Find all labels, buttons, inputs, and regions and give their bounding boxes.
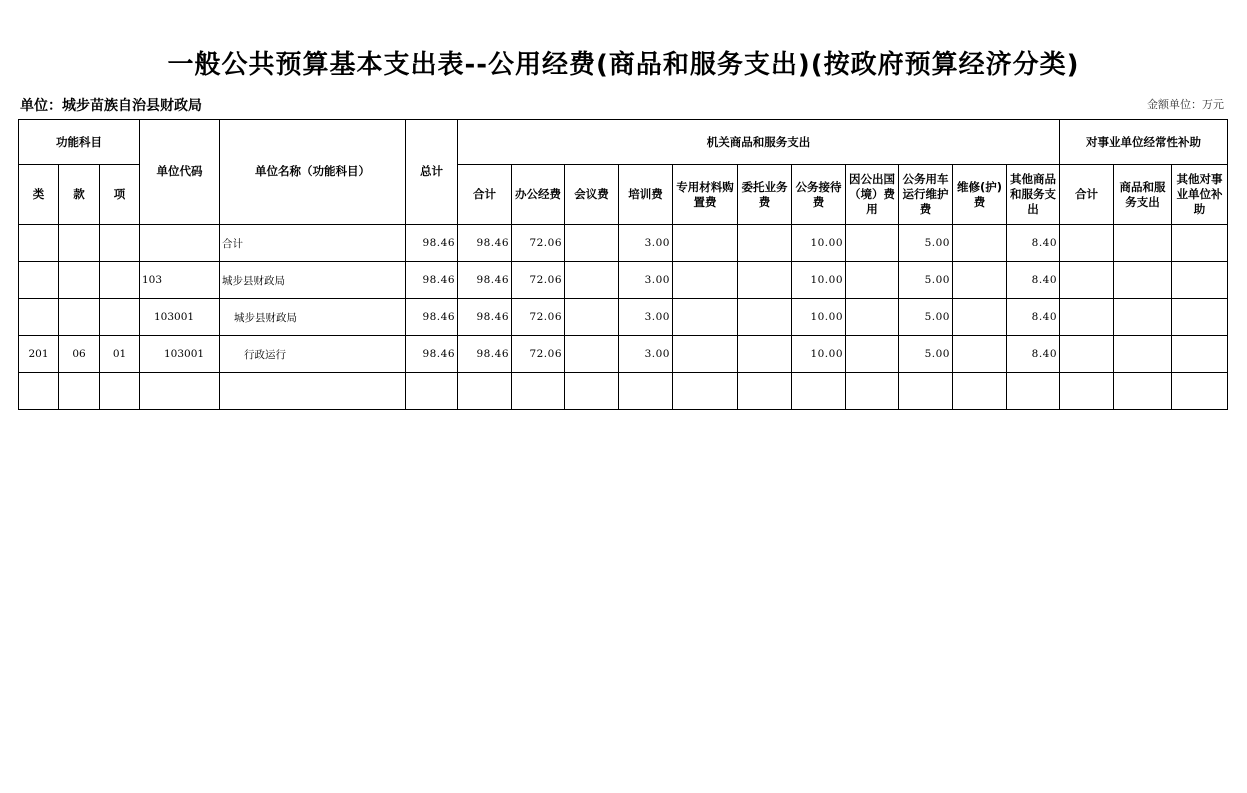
cell-total: 98.46: [406, 225, 458, 262]
header-training-expense: 培训费: [619, 165, 673, 225]
table-row: [19, 225, 1228, 262]
cell-meeting-expense: [565, 262, 619, 299]
cell-training-expense: 3.00: [619, 299, 673, 336]
header-unit-name: 单位名称（功能科目）: [220, 120, 406, 225]
cell-office-expense: 72.06: [512, 299, 565, 336]
cell-special-materials: [673, 299, 738, 336]
table-row: [19, 373, 1228, 410]
cell-other-goods-services: 8.40: [1007, 262, 1060, 299]
cell-subsidy-other: [1172, 336, 1228, 373]
cell-overseas-travel: [846, 262, 899, 299]
header-commissioned-business: 委托业务费: [738, 165, 792, 225]
cell-subsidy-total: [1060, 299, 1114, 336]
cell-training-expense: 3.00: [619, 225, 673, 262]
header-agency-group: 机关商品和服务支出: [458, 120, 1060, 165]
cell-other-goods-services: [1007, 373, 1060, 410]
cell-name: 城步县财政局: [220, 299, 406, 336]
table-row: [19, 336, 1228, 373]
amount-unit-label: 金额单位：万元: [1147, 98, 1224, 111]
header-xiang: 项: [100, 165, 140, 225]
cell-commissioned-business: [738, 299, 792, 336]
cell-special-materials: [673, 262, 738, 299]
cell-meeting-expense: [565, 373, 619, 410]
cell-other-goods-services: 8.40: [1007, 336, 1060, 373]
cell-training-expense: 3.00: [619, 262, 673, 299]
cell-repair-maintenance: [953, 373, 1007, 410]
cell-lei: [19, 262, 59, 299]
cell-training-expense: 3.00: [619, 336, 673, 373]
cell-kuan: [59, 299, 100, 336]
cell-commissioned-business: [738, 336, 792, 373]
cell-commissioned-business: [738, 373, 792, 410]
cell-official-vehicle: 5.00: [899, 299, 953, 336]
cell-subsidy-total: [1060, 373, 1114, 410]
cell-code: 103: [140, 262, 220, 299]
cell-subsidy-total: [1060, 262, 1114, 299]
cell-subsidy-other: [1172, 262, 1228, 299]
cell-subsidy-other: [1172, 373, 1228, 410]
cell-total: [406, 373, 458, 410]
cell-code: 103001: [140, 299, 220, 336]
cell-special-materials: [673, 373, 738, 410]
page-title: 一般公共预算基本支出表--公用经费(商品和服务支出)(按政府预算经济分类): [167, 50, 1080, 80]
cell-kuan: [59, 373, 100, 410]
header-overseas-travel: 因公出国（境）费用: [846, 165, 899, 225]
cell-overseas-travel: [846, 336, 899, 373]
header-agency-total: 合计: [458, 165, 512, 225]
cell-meeting-expense: [565, 299, 619, 336]
cell-total: 98.46: [406, 299, 458, 336]
cell-repair-maintenance: [953, 336, 1007, 373]
cell-commissioned-business: [738, 225, 792, 262]
cell-lei: [19, 225, 59, 262]
cell-subsidy-other: [1172, 299, 1228, 336]
cell-code: [140, 373, 220, 410]
cell-agency-total: 98.46: [458, 336, 512, 373]
header-special-materials: 专用材料购置费: [673, 165, 738, 225]
expenditure-table: [18, 119, 1228, 410]
cell-office-expense: 72.06: [512, 336, 565, 373]
header-other-goods-services: 其他商品和服务支出: [1007, 165, 1060, 225]
cell-special-materials: [673, 336, 738, 373]
header-repair-maintenance: 维修(护)费: [953, 165, 1007, 225]
header-office-expense: 办公经费: [512, 165, 565, 225]
header-subsidy-group: 对事业单位经常性补助: [1060, 120, 1228, 165]
header-official-reception: 公务接待费: [792, 165, 846, 225]
cell-lei: [19, 373, 59, 410]
table-row: [19, 262, 1228, 299]
cell-kuan: [59, 262, 100, 299]
header-lei: 类: [19, 165, 59, 225]
cell-kuan: 06: [59, 336, 100, 373]
header-official-vehicle: 公务用车运行维护费: [899, 165, 953, 225]
cell-lei: [19, 299, 59, 336]
cell-xiang: [100, 373, 140, 410]
cell-official-vehicle: [899, 373, 953, 410]
cell-official-vehicle: 5.00: [899, 262, 953, 299]
header-total: 总计: [406, 120, 458, 225]
cell-office-expense: 72.06: [512, 225, 565, 262]
cell-agency-total: [458, 373, 512, 410]
cell-training-expense: [619, 373, 673, 410]
header-subsidy-other: 其他对事业单位补助: [1172, 165, 1228, 225]
cell-lei: 201: [19, 336, 59, 373]
cell-agency-total: 98.46: [458, 299, 512, 336]
cell-special-materials: [673, 225, 738, 262]
cell-official-reception: 10.00: [792, 225, 846, 262]
header-meeting-expense: 会议费: [565, 165, 619, 225]
cell-xiang: [100, 225, 140, 262]
cell-name: 城步县财政局: [220, 262, 406, 299]
cell-overseas-travel: [846, 225, 899, 262]
cell-subsidy-other: [1172, 225, 1228, 262]
header-unit-code: 单位代码: [140, 120, 220, 225]
cell-office-expense: 72.06: [512, 262, 565, 299]
cell-kuan: [59, 225, 100, 262]
cell-overseas-travel: [846, 299, 899, 336]
cell-repair-maintenance: [953, 299, 1007, 336]
cell-agency-total: 98.46: [458, 262, 512, 299]
header-subsidy-total: 合计: [1060, 165, 1114, 225]
cell-subsidy-goods-services: [1114, 336, 1172, 373]
cell-total: 98.46: [406, 262, 458, 299]
cell-subsidy-goods-services: [1114, 373, 1172, 410]
cell-official-reception: 10.00: [792, 299, 846, 336]
cell-name: 行政运行: [220, 336, 406, 373]
cell-repair-maintenance: [953, 225, 1007, 262]
cell-meeting-expense: [565, 336, 619, 373]
cell-agency-total: 98.46: [458, 225, 512, 262]
cell-repair-maintenance: [953, 262, 1007, 299]
cell-other-goods-services: 8.40: [1007, 225, 1060, 262]
cell-name: 合计: [220, 225, 406, 262]
header-function-subject: 功能科目: [19, 120, 140, 165]
cell-subsidy-total: [1060, 225, 1114, 262]
cell-official-vehicle: 5.00: [899, 225, 953, 262]
header-kuan: 款: [59, 165, 100, 225]
cell-code: 103001: [140, 336, 220, 373]
cell-subsidy-total: [1060, 336, 1114, 373]
cell-total: 98.46: [406, 336, 458, 373]
cell-official-reception: [792, 373, 846, 410]
cell-subsidy-goods-services: [1114, 262, 1172, 299]
cell-subsidy-goods-services: [1114, 225, 1172, 262]
cell-commissioned-business: [738, 262, 792, 299]
cell-official-reception: 10.00: [792, 262, 846, 299]
cell-overseas-travel: [846, 373, 899, 410]
cell-subsidy-goods-services: [1114, 299, 1172, 336]
cell-xiang: [100, 299, 140, 336]
cell-xiang: [100, 262, 140, 299]
cell-code: [140, 225, 220, 262]
cell-official-vehicle: 5.00: [899, 336, 953, 373]
cell-office-expense: [512, 373, 565, 410]
header-subsidy-goods-services: 商品和服务支出: [1114, 165, 1172, 225]
table-row: [19, 299, 1228, 336]
cell-name: [220, 373, 406, 410]
cell-xiang: 01: [100, 336, 140, 373]
cell-meeting-expense: [565, 225, 619, 262]
unit-label: 单位：城步苗族自治县财政局: [20, 98, 202, 114]
cell-official-reception: 10.00: [792, 336, 846, 373]
cell-other-goods-services: 8.40: [1007, 299, 1060, 336]
